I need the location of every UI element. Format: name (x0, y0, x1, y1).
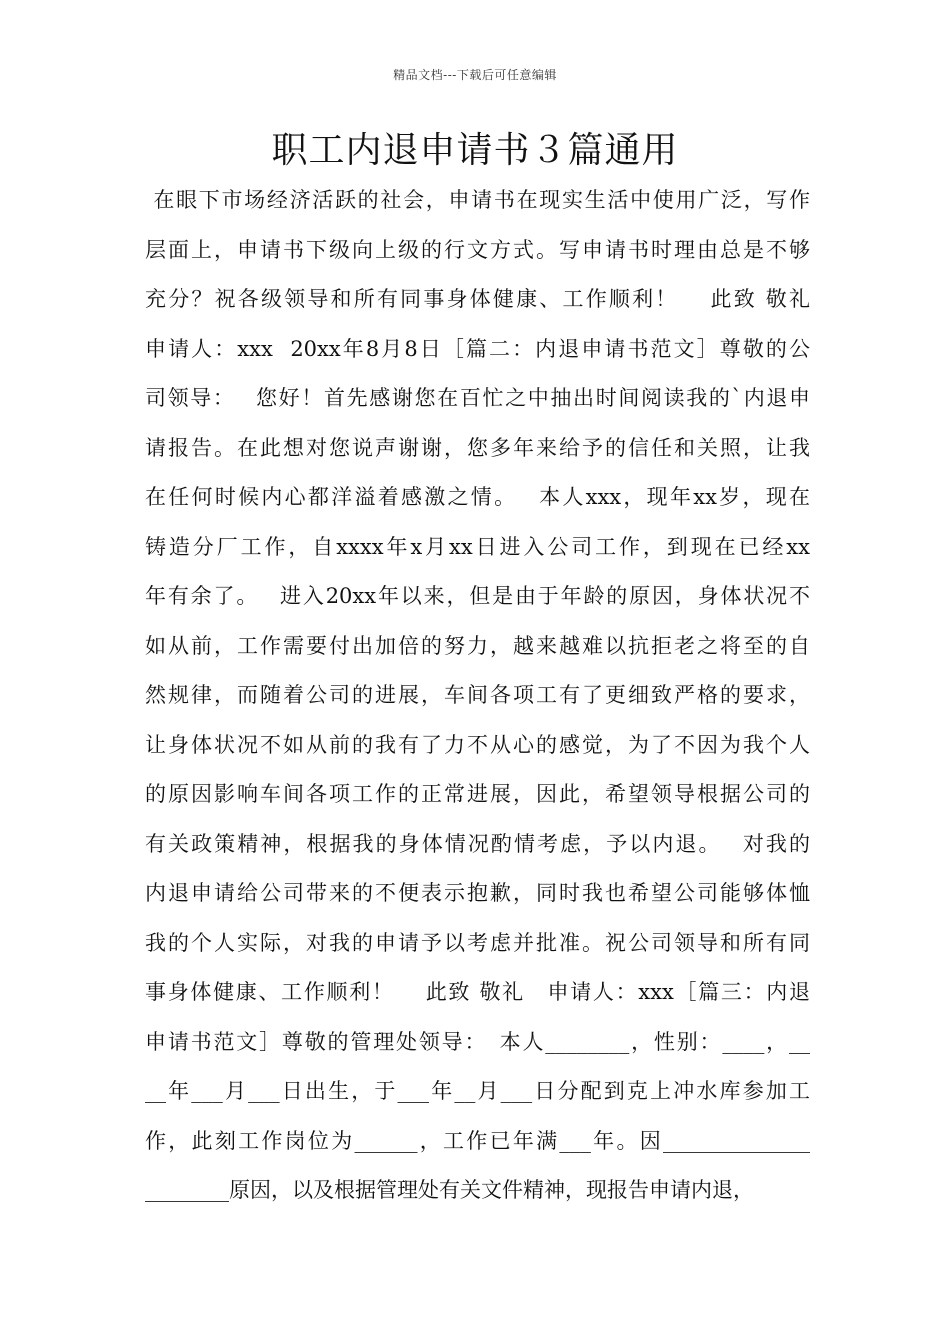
body-line: 申请人：xxx 20xx年8月8日［篇二：内退申请书范文］尊敬的公 (145, 336, 810, 361)
header-note: 精品文档---下载后可任意编辑 (393, 68, 557, 82)
body-line: 有关政策精神，根据我的身体情况酌情考虑，予以内退。 对我的 (145, 831, 810, 856)
body-line: ________原因，以及根据管理处有关文件精神，现报告申请内退， (145, 1178, 754, 1202)
body-line: 如从前，工作需要付出加倍的努力，越来越难以抗拒老之将至的自 (145, 633, 810, 658)
body-line: 司领导： 您好！首先感谢您在百忙之中抽出时间阅读我的`内退申 (145, 386, 810, 410)
body-line: 层面上，申请书下级向上级的行文方式。写申请书时理由总是不够 (145, 237, 810, 262)
body-line: __年___月___日出生，于___年__月___日分配到克上冲水库参加工 (145, 1079, 810, 1103)
body-line: 请报告。在此想对您说声谢谢，您多年来给予的信任和关照，让我 (145, 435, 810, 460)
document-body (145, 176, 810, 1216)
body-line: 申请书范文］尊敬的管理处领导： 本人________，性别：____，__ (145, 1029, 810, 1054)
body-line: 让身体状况不如从前的我有了力不从心的感觉，为了不因为我个人 (145, 732, 810, 757)
body-line: 内退申请给公司带来的不便表示抱歉，同时我也希望公司能够体恤 (145, 881, 810, 905)
body-line: 的原因影响车间各项工作的正常进展，因此，希望领导根据公司的 (145, 782, 810, 806)
body-line: 我的个人实际，对我的申请予以考虑并批准。祝公司领导和所有同 (145, 930, 810, 955)
body-line: 作，此刻工作岗位为______，工作已年满___年。因______________ (145, 1128, 810, 1153)
body-line: 铸造分厂工作，自xxxx年x月xx日进入公司工作，到现在已经xx (145, 534, 810, 559)
body-line: 在眼下市场经济活跃的社会，申请书在现实生活中使用广泛，写作 (145, 188, 810, 212)
document-title: 职工内退申请书３篇通用 (271, 130, 679, 171)
body-line: 然规律，而随着公司的进展，车间各项工有了更细致严格的要求， (145, 683, 810, 707)
body-line: 在任何时候内心都洋溢着感激之情。 本人xxx，现年xx岁，现在 (145, 485, 810, 509)
body-line: 事身体健康、工作顺利！ 此致 敬礼 申请人：xxx［篇三：内退 (145, 980, 810, 1004)
body-line: 充分？祝各级领导和所有同事身体健康、工作顺利！ 此致 敬礼 (145, 287, 810, 311)
body-line: 年有余了。 进入20xx年以来，但是由于年龄的原因，身体状况不 (145, 584, 810, 608)
